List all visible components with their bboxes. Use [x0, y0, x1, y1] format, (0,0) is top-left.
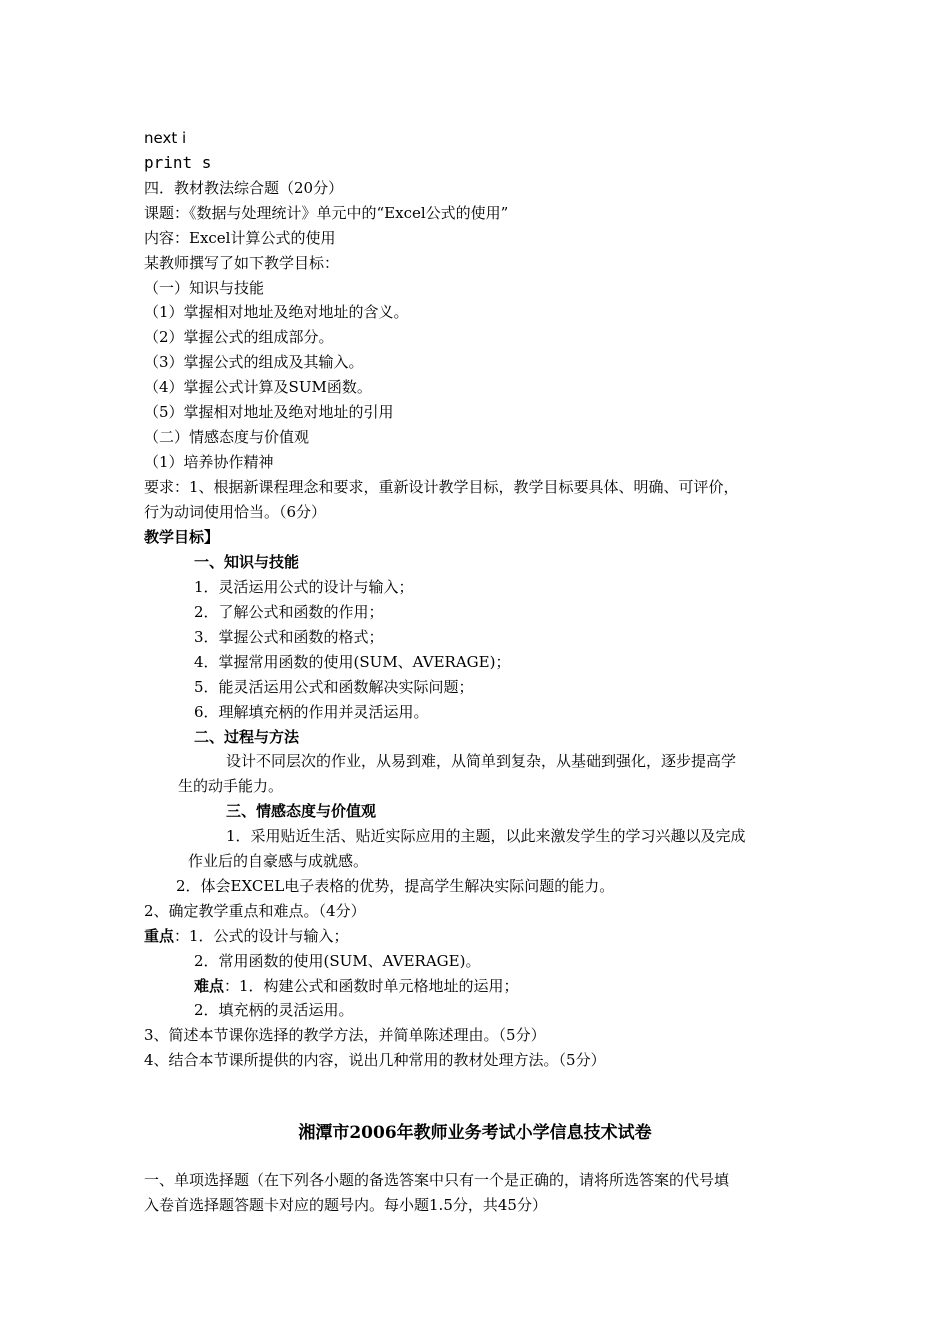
emotion-heading: 三、情感态度与价值观 — [226, 802, 377, 820]
orig-goal-item: （一）知识与技能 — [144, 279, 265, 297]
knowledge-item: 3．掌握公式和函数的格式； — [194, 628, 384, 646]
requirement-2: 2、确定教学重点和难点。（4分） — [144, 902, 366, 920]
intro-line: 某教师撰写了如下教学目标： — [144, 254, 340, 272]
knowledge-item: 1．灵活运用公式的设计与输入； — [194, 578, 414, 596]
exam-section1-line2: 入卷首选择题答题卡对应的题号内。每小题1.5分，共45分） — [144, 1196, 547, 1214]
orig-goal-item: （1）培养协作精神 — [144, 453, 274, 471]
emotion-text-line1: 1．采用贴近生活、贴近实际应用的主题，以此来激发学生的学习兴趣以及完成 — [226, 827, 746, 845]
requirement-3: 3、简述本节课你选择的教学方法，并简单陈述理由。（5分） — [144, 1026, 546, 1044]
content-line: 内容：Excel计算公式的使用 — [144, 229, 336, 247]
difficult-points-item: ：1．构建公式和函数时单元格地址的运用； — [224, 977, 519, 995]
orig-goal-item: （3）掌握公式的组成及其输入。 — [144, 353, 364, 371]
orig-goal-item: （4）掌握公式计算及SUM函数。 — [144, 378, 372, 396]
process-text-line1: 设计不同层次的作业，从易到难，从简单到复杂，从基础到强化，逐步提高学 — [226, 752, 737, 770]
key-points-item: 2．常用函数的使用(SUM、AVERAGE)。 — [194, 952, 481, 970]
knowledge-heading: 一、知识与技能 — [194, 553, 300, 571]
process-heading: 二、过程与方法 — [194, 728, 300, 746]
orig-goal-item: （1）掌握相对地址及绝对地址的含义。 — [144, 303, 409, 321]
requirement-4: 4、结合本节课所提供的内容，说出几种常用的教材处理方法。（5分） — [144, 1051, 606, 1069]
knowledge-item: 5．能灵活运用公式和函数解决实际问题； — [194, 678, 474, 696]
emotion-text-line2: 作业后的自豪感与成就感。 — [188, 852, 369, 870]
emotion-text-line3: 2．体会EXCEL电子表格的优势，提高学生解决实际问题的能力。 — [176, 877, 615, 895]
key-points-item: ：1．公式的设计与输入； — [174, 927, 349, 945]
topic-line: 课题：《数据与处理统计》单元中的“Excel公式的使用” — [144, 204, 509, 222]
answer-heading: 教学目标】 — [144, 528, 220, 546]
code-line-print: print s — [144, 153, 212, 172]
requirement-1-line1: 要求：1、根据新课程理念和要求，重新设计教学目标，教学目标要具体、明确、可评价， — [144, 478, 739, 496]
key-points-label: 重点 — [144, 927, 175, 945]
code-line-next: next i — [144, 129, 187, 147]
exam-title: 湘潭市2006年教师业务考试小学信息技术试卷 — [298, 1123, 652, 1143]
requirement-1-line2: 行为动词使用恰当。（6分） — [144, 503, 327, 521]
knowledge-item: 4．掌握常用函数的使用(SUM、AVERAGE)； — [194, 653, 511, 671]
difficult-points-line1 — [194, 976, 519, 996]
knowledge-item: 6．理解填充柄的作用并灵活运用。 — [194, 703, 429, 721]
difficult-points-label: 难点 — [194, 977, 225, 995]
orig-goal-item: （2）掌握公式的组成部分。 — [144, 328, 334, 346]
orig-goal-item: （5）掌握相对地址及绝对地址的引用 — [144, 403, 394, 421]
knowledge-item: 2．了解公式和函数的作用； — [194, 603, 384, 621]
orig-goal-item: （二）情感态度与价值观 — [144, 428, 310, 446]
process-text-line2: 生的动手能力。 — [178, 777, 284, 795]
difficult-points-item: 2．填充柄的灵活运用。 — [194, 1001, 354, 1019]
section4-heading: 四．教材教法综合题（20分） — [144, 179, 344, 197]
exam-section1-line1: 一、单项选择题（在下列各小题的备选答案中只有一个是正确的，请将所选答案的代号填 — [144, 1171, 730, 1189]
key-points-line1 — [144, 926, 349, 946]
